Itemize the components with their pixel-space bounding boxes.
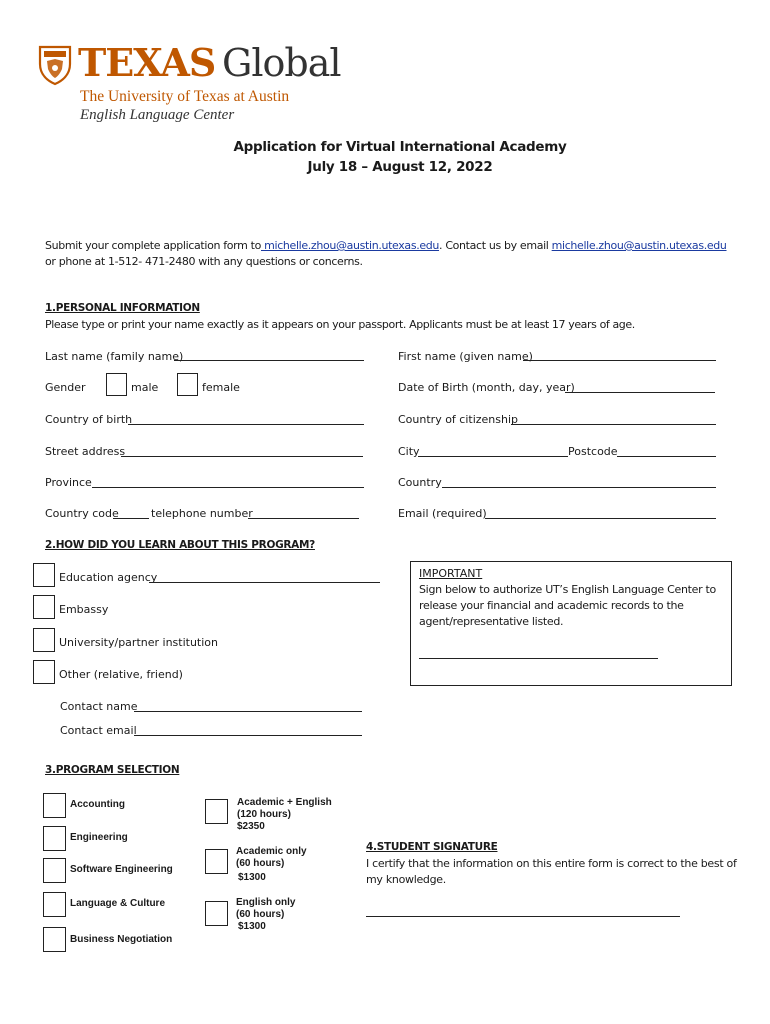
other-label: Other (relative, friend)	[59, 668, 183, 681]
language-culture-checkbox[interactable]	[43, 892, 66, 917]
email-field[interactable]	[485, 518, 716, 519]
page-title: Application for Virtual International Academy	[233, 139, 567, 155]
email-label: Email (required)	[398, 507, 487, 520]
english-only-price: $1300	[238, 921, 266, 932]
country-birth-label: Country of birth	[45, 413, 133, 426]
first-name-label: First name (given name)	[398, 350, 533, 363]
academic-english-label: Academic + English	[237, 797, 332, 808]
section-heading-personal: 1.PERSONAL INFORMATION	[45, 302, 200, 314]
page-subtitle: July 18 – August 12, 2022	[307, 159, 493, 175]
intro-line-1	[45, 239, 727, 252]
logo-texas: TEXAS	[78, 40, 216, 85]
intro-line-2: or phone at 1-512- 471-2480 with any questions or concerns.	[45, 255, 363, 268]
software-engineering-label: Software Engineering	[70, 864, 173, 875]
contact-email-field[interactable]	[134, 735, 362, 736]
embassy-label: Embassy	[59, 603, 109, 616]
intro-text-2: . Contact us by email	[439, 239, 552, 252]
logo-center: English Language Center	[80, 107, 235, 123]
shield-icon	[37, 44, 73, 86]
academic-english-checkbox[interactable]	[205, 799, 228, 824]
contact-name-field[interactable]	[134, 711, 362, 712]
postcode-field[interactable]	[617, 456, 716, 457]
logo-global: Global	[222, 41, 341, 85]
education-agency-checkbox[interactable]	[33, 563, 55, 587]
university-checkbox[interactable]	[33, 628, 55, 652]
academic-only-checkbox[interactable]	[205, 849, 228, 874]
country-label: Country	[398, 476, 442, 489]
academic-only-label: Academic only	[236, 846, 307, 857]
important-text-2: release your financial and academic records to the	[419, 599, 684, 612]
logo-university: The University of Texas at Austin	[80, 88, 290, 105]
academic-only-price: $1300	[238, 872, 266, 883]
contact-name-label: Contact name	[60, 700, 138, 713]
accounting-label: Accounting	[70, 799, 125, 810]
email-link[interactable]: michelle.zhou@austin.utexas.edu	[261, 239, 440, 252]
dob-field[interactable]	[565, 392, 715, 393]
dob-label: Date of Birth (month, day, year)	[398, 381, 575, 394]
embassy-checkbox[interactable]	[33, 595, 55, 619]
academic-english-price: $2350	[237, 821, 265, 832]
male-checkbox[interactable]	[106, 373, 127, 396]
country-citizenship-label: Country of citizenship	[398, 413, 519, 426]
province-label: Province	[45, 476, 92, 489]
important-title: IMPORTANT	[419, 567, 483, 580]
country-code-label: Country code	[45, 507, 119, 520]
other-checkbox[interactable]	[33, 660, 55, 684]
business-negotiation-checkbox[interactable]	[43, 927, 66, 952]
english-only-hours: (60 hours)	[236, 909, 285, 920]
software-engineering-checkbox[interactable]	[43, 858, 66, 883]
language-culture-label: Language & Culture	[70, 898, 166, 909]
postcode-label: Postcode	[568, 445, 618, 458]
education-agency-label: Education agency	[59, 571, 158, 584]
section-heading-learn: 2.HOW DID YOU LEARN ABOUT THIS PROGRAM?	[45, 539, 315, 551]
important-text-3: agent/representative listed.	[419, 615, 564, 628]
student-signature-field[interactable]	[366, 916, 680, 917]
city-field[interactable]	[418, 456, 568, 457]
last-name-label: Last name (family name)	[45, 350, 184, 363]
personal-instruction: Please type or print your name exactly as it appears on your passport. Applicants must be at least 17 years of age.	[45, 318, 635, 331]
country-citizenship-field[interactable]	[511, 424, 716, 425]
male-label: male	[131, 381, 159, 394]
english-only-checkbox[interactable]	[205, 901, 228, 926]
telephone-field[interactable]	[248, 518, 359, 519]
important-text-1: Sign below to authorize UT’s English Language Center to	[419, 583, 716, 596]
section-heading-program: 3.PROGRAM SELECTION	[45, 764, 180, 776]
province-field[interactable]	[92, 487, 364, 488]
gender-label: Gender	[45, 381, 86, 394]
engineering-label: Engineering	[70, 832, 128, 843]
signature-statement-2: my knowledge.	[366, 873, 446, 886]
accounting-checkbox[interactable]	[43, 793, 66, 818]
agent-signature-field[interactable]	[419, 658, 658, 659]
business-negotiation-label: Business Negotiation	[70, 934, 173, 945]
intro-text: Submit your complete application form to	[45, 239, 261, 252]
country-code-field[interactable]	[113, 518, 149, 519]
academic-english-hours: (120 hours)	[237, 809, 291, 820]
contact-email-label: Contact email	[60, 724, 137, 737]
telephone-label: telephone number	[151, 507, 253, 520]
email-link-2[interactable]: michelle.zhou@austin.utexas.edu	[551, 239, 727, 252]
street-label: Street address	[45, 445, 126, 458]
female-checkbox[interactable]	[177, 373, 198, 396]
female-label: female	[202, 381, 240, 394]
university-label: University/partner institution	[59, 636, 218, 649]
section-heading-signature: 4.STUDENT SIGNATURE	[366, 841, 498, 853]
first-name-field[interactable]	[523, 360, 716, 361]
country-birth-field[interactable]	[128, 424, 364, 425]
city-label: City	[398, 445, 420, 458]
street-field[interactable]	[121, 456, 363, 457]
engineering-checkbox[interactable]	[43, 826, 66, 851]
english-only-label: English only	[236, 897, 296, 908]
last-name-field[interactable]	[174, 360, 364, 361]
country-field[interactable]	[442, 487, 716, 488]
academic-only-hours: (60 hours)	[236, 858, 285, 869]
education-agency-field[interactable]	[149, 582, 380, 583]
signature-statement-1: I certify that the information on this entire form is correct to the best of	[366, 857, 737, 870]
